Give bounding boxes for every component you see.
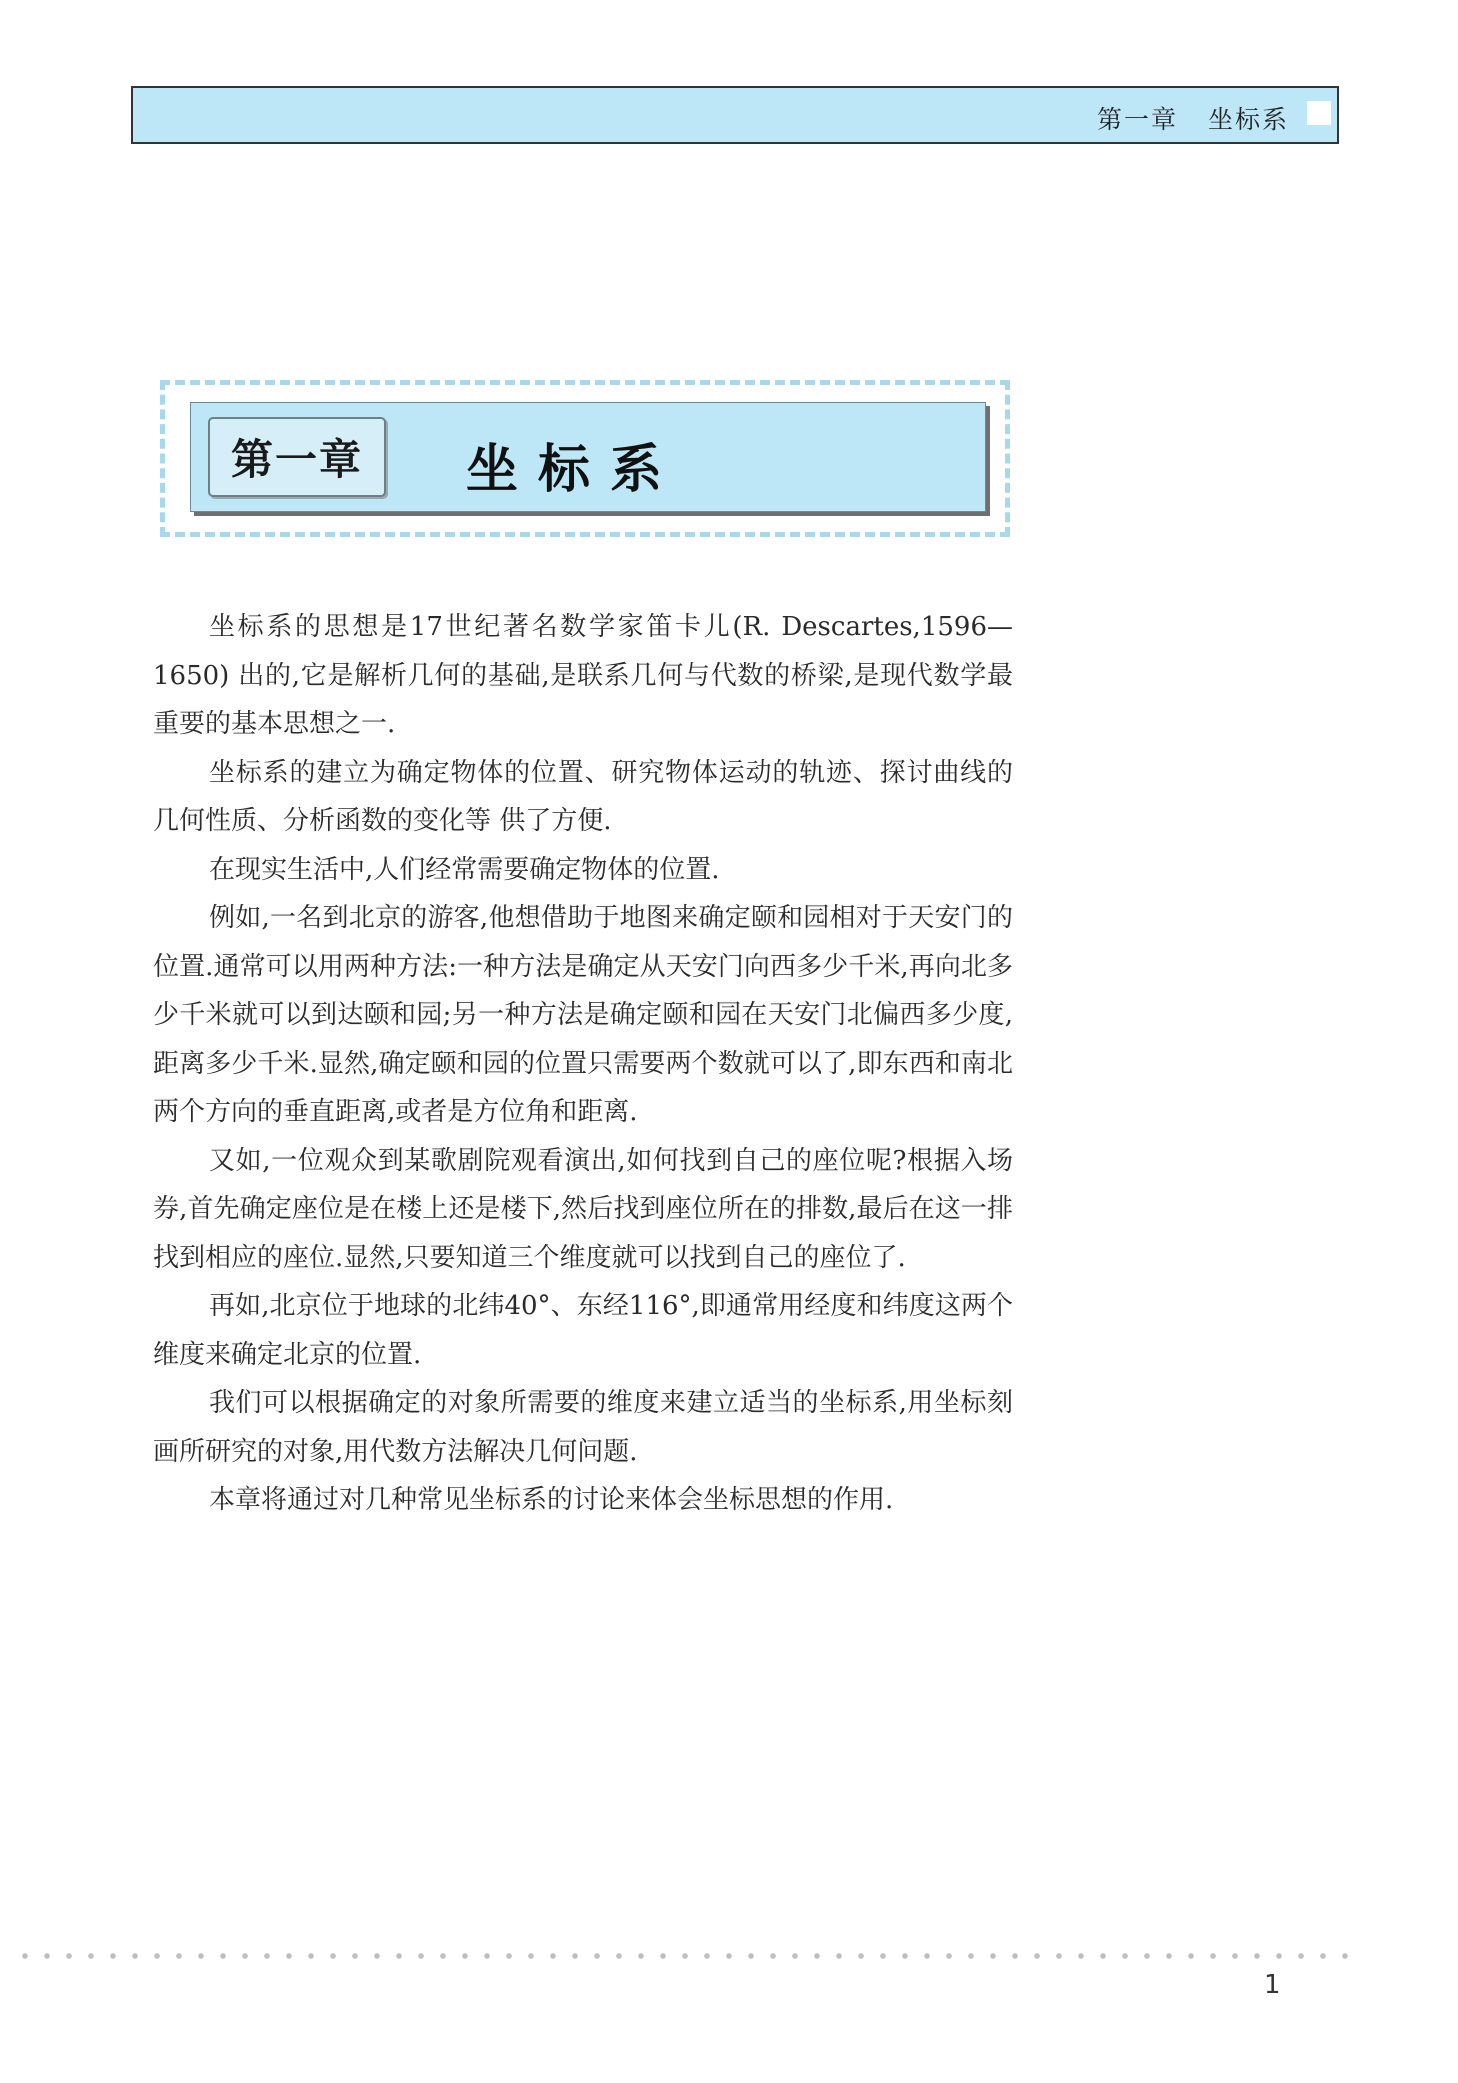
running-header-title: 坐标系: [1207, 105, 1289, 134]
paragraph: 例如,一名到北京的游客,他想借助于地图来确定颐和园相对于天安门的位置.通常可以用两种方法:一种方法是确定从天安门向西多少千米,再向北多少千米就可以到达颐和园;另一种方法是确定颐和园在天安门北偏西多少度,距离多少千米.显然,确定颐和园的位置只需要两个数就可以了,即东西和南北两个方向的垂直距离,或者是方位角和距离.: [153, 903, 1013, 1127]
chapter-banner: [190, 402, 986, 512]
footer-dotted-rule: [14, 1953, 1354, 1959]
paragraph: 在现实生活中,人们经常需要确定物体的位置.: [209, 854, 720, 885]
paragraph: 又如,一位观众到某歌剧院观看演出,如何找到自己的座位呢?根据入场券,首先确定座位是在楼上还是楼下,然后找到座位所在的排数,最后在这一排找到相应的座位.显然,只要知道三个维度就可以找到自己的座位了.: [153, 1145, 1013, 1273]
chapter-title: 坐标系: [466, 440, 683, 500]
paragraph: 坐标系的建立为确定物体的位置、研究物体运动的轨迹、探讨曲线的几何性质、分析函数的变化等 供了方便.: [153, 757, 1013, 836]
chapter-label-box: [208, 417, 386, 497]
paragraph: 坐标系的思想是17世纪著名数学家笛卡儿(R. Descartes,1596—1650) 出的,它是解析几何的基础,是联系几何与代数的桥梁,是现代数学最重要的基本思想之一.: [153, 612, 1013, 739]
chapter-label: 第一章: [230, 435, 363, 484]
body-text: [153, 603, 1013, 1525]
header-square-decoration: [1307, 101, 1331, 125]
paragraph: 我们可以根据确定的对象所需要的维度来建立适当的坐标系,用坐标刻画所研究的对象,用代数方法解决几何问题.: [153, 1388, 1013, 1467]
running-header: [131, 86, 1339, 144]
running-header-text: [1097, 100, 1289, 136]
page-number: 1: [1264, 1970, 1281, 2000]
paragraph: 再如,北京位于地球的北纬40°、东经116°,即通常用经度和纬度这两个维度来确定北京的位置.: [153, 1291, 1013, 1370]
running-header-chapter: 第一章: [1096, 105, 1178, 134]
paragraph: 本章将通过对几种常见坐标系的讨论来体会坐标思想的作用.: [209, 1485, 894, 1515]
